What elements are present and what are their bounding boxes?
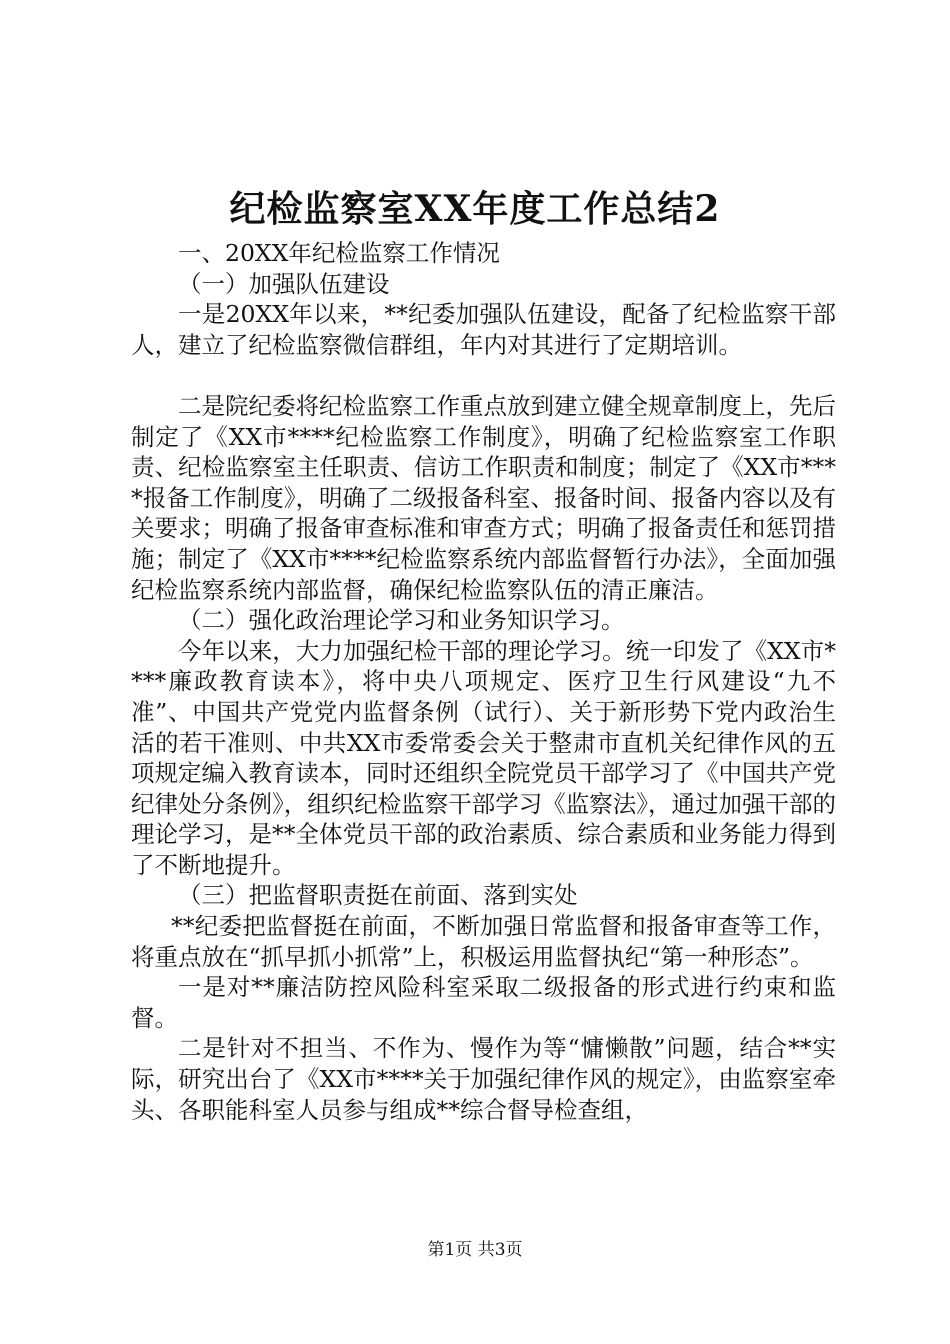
body-paragraph: **纪委把监督挺在前面，不断加强日常监督和报备审查等工作，将重点放在“抓早抓小抓常”上，积极运用监督执纪“第一种形态”。 — [131, 912, 836, 971]
body-paragraph: 今年以来，大力加强纪检干部的理论学习。统一印发了《XX市****廉政教育读本》，将中央八项规定、医疗卫生行风建设“九不准”、中国共产党党内监督条例（试行）、关于新形势下党内政治生活的若干准则、中共XX市委常委会关于整肃市直机关纪律作风的五项规定编入教育读本，同时还组织全院党员干部学习了《中国共产党纪律处分条例》，组织纪检监察干部学习《监察法》，通过加强干部的理论学习，是**全体党员干部的政治素质、综合素质和业务能力得到了不断地提升。 — [131, 636, 836, 879]
body-paragraph: 二是院纪委将纪检监察工作重点放到建立健全规章制度上，先后制定了《XX市****纪检监察工作制度》，明确了纪检监察室工作职责、纪检监察室主任职责、信访工作职责和制度；制定了《XX市****报备工作制度》，明确了二级报备科室、报备时间、报备内容以及有关要求；明确了报备审查标准和审查方式；明确了报备责任和惩罚措施；制定了《XX市****纪检监察系统内部监督暂行办法》，全面加强纪检监察系统内部监督，确保纪检监察队伍的清正廉洁。 — [131, 391, 836, 604]
subsection-heading: （一）加强队伍建设 — [178, 269, 390, 298]
body-paragraph: 一是20XX年以来，**纪委加强队伍建设，配备了纪检监察干部人，建立了纪检监察微信群组，年内对其进行了定期培训。 — [131, 300, 836, 359]
subsection-heading: （三）把监督职责挺在前面、落到实处 — [178, 881, 578, 910]
document-title: 纪检监察室XX年度工作总结2 — [229, 188, 721, 230]
page-footer: 第1页 共3页 — [427, 1240, 523, 1260]
document-body — [131, 238, 836, 1125]
body-paragraph: 二是针对不担当、不作为、慢作为等“慵懒散”问题，结合**实际，研究出台了《XX市****关于加强纪律作风的规定》，由监察室牵头、各职能科室人员参与组成**综合督导检查组， — [131, 1034, 836, 1124]
body-paragraph: 一是对**廉洁防控风险科室采取二级报备的形式进行约束和监督。 — [131, 973, 836, 1032]
subsection-heading: （二）强化政治理论学习和业务知识学习。 — [178, 606, 625, 635]
section-heading: 一、20XX年纪检监察工作情况 — [178, 239, 500, 267]
